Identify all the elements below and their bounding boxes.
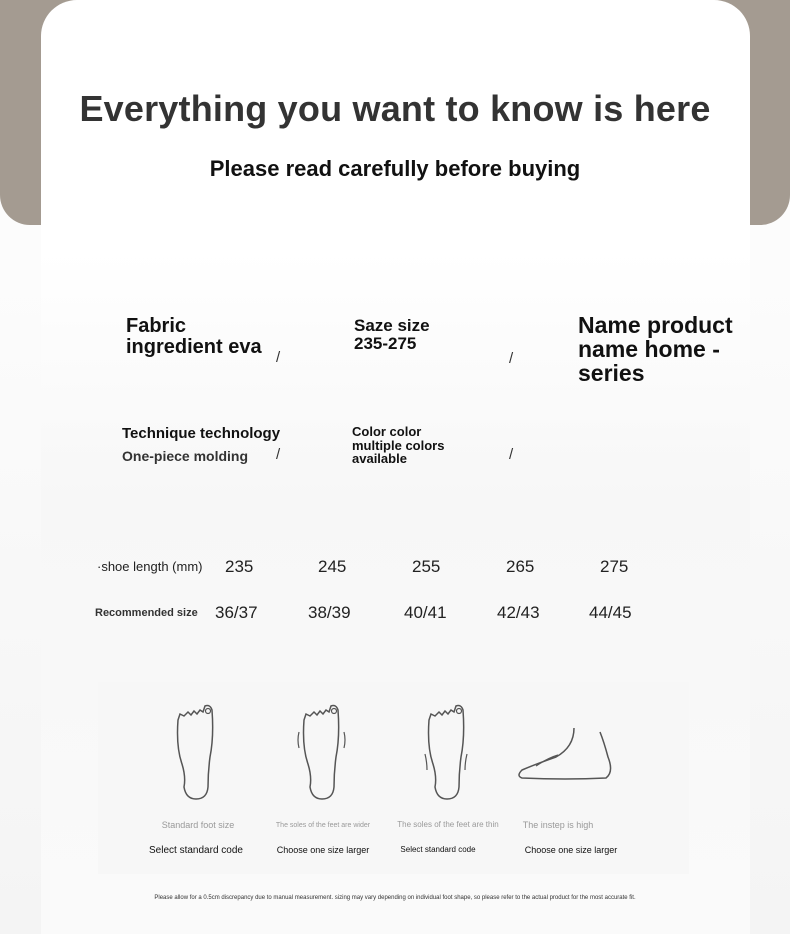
length-cell: 245 — [318, 557, 347, 576]
size-cell: 38/39 — [308, 603, 351, 622]
spec-size — [354, 317, 430, 353]
foot-advice: Choose one size larger — [524, 845, 618, 855]
foot-advice: Select standard code — [400, 845, 476, 854]
size-cell: 36/37 — [215, 603, 258, 622]
page-title: Everything you want to know is here — [79, 88, 711, 129]
size-cell: 40/41 — [404, 603, 447, 622]
spec-label: Fabric — [126, 315, 187, 337]
spec-line: multiple colors — [352, 437, 445, 453]
spec-value: ingredient eva — [126, 336, 262, 358]
spec-line: Name product — [578, 312, 733, 338]
foot-advice: Select standard code — [149, 845, 243, 856]
measurement-note: Please allow for a 0.5cm discrepancy due to manual measurement. sizing may vary depending on individual foot shape, so please refer to the actual product for the most accurate fit. — [154, 895, 636, 901]
spec-value: One-piece molding — [122, 447, 249, 464]
spec-line: Color color — [352, 424, 422, 439]
spec-fabric — [126, 316, 262, 358]
size-cell: 42/43 — [497, 603, 540, 622]
separator: / — [509, 350, 514, 367]
standard-foot-icon — [172, 702, 222, 802]
foot-caption: The soles of the feet are thin — [397, 820, 499, 829]
foot-caption: The instep is high — [522, 820, 594, 830]
foot-caption: Standard foot size — [161, 820, 235, 830]
spec-name — [578, 313, 733, 385]
length-cell: 265 — [506, 557, 535, 576]
separator: / — [276, 349, 281, 366]
spec-line: available — [352, 451, 407, 467]
high-instep-icon — [516, 702, 616, 802]
spec-label: Technique technology — [122, 425, 281, 442]
foot-advice: Choose one size larger — [276, 845, 370, 855]
length-cell: 255 — [412, 557, 441, 576]
spec-line: series — [578, 360, 645, 387]
spec-color — [352, 425, 444, 466]
spec-value: 235-275 — [354, 333, 417, 353]
foot-guide-panel — [98, 682, 689, 874]
size-cell: 44/45 — [589, 603, 632, 622]
spec-line: name home - — [578, 336, 720, 363]
spec-label: Saze size — [354, 316, 430, 335]
shoe-length-label: ·shoe length (mm) — [97, 559, 203, 574]
wide-foot-icon — [295, 702, 351, 802]
separator: / — [276, 446, 281, 463]
recommended-size-label: Recommended size — [95, 607, 198, 619]
length-cell: 275 — [600, 557, 629, 576]
length-cell: 235 — [225, 557, 254, 576]
separator: / — [509, 446, 514, 463]
spec-technique — [122, 426, 280, 463]
foot-caption: The soles of the feet are wider — [275, 822, 371, 829]
page-subtitle: Please read carefully before buying — [209, 156, 581, 181]
thin-foot-icon — [420, 702, 476, 802]
